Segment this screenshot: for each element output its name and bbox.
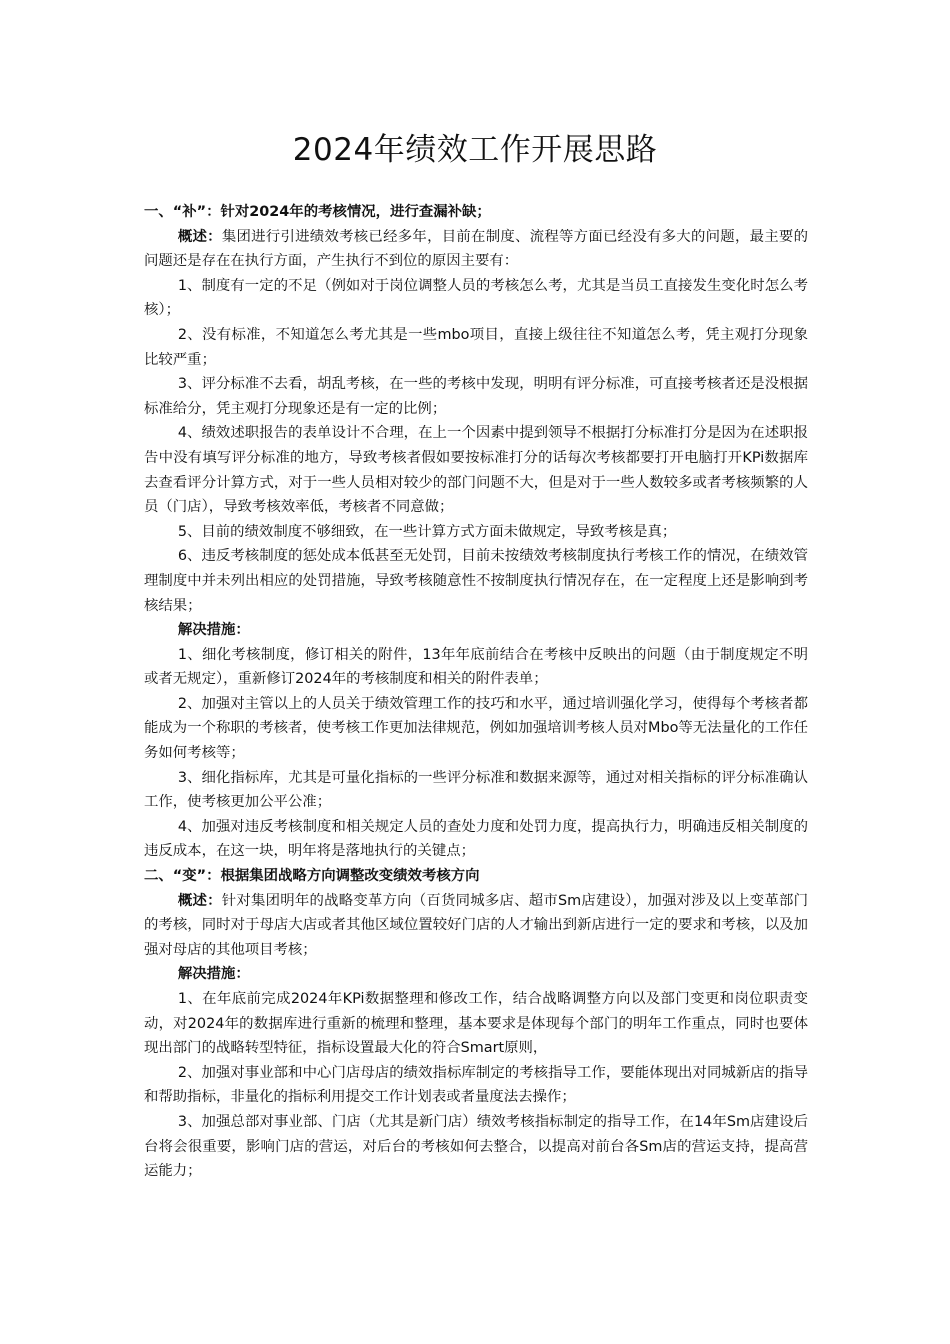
section-2-heading: 二、“变”：根据集团战略方向调整改变绩效考核方向 xyxy=(144,868,480,885)
measure-item: 1、细化考核制度，修订相关的附件，13年年底前结合在考核中反映出的问题（由于制度规定不明或者无规定），重新修订2024年的考核制度和相关的附件表单； xyxy=(144,646,808,688)
cause-item: 1、制度有一定的不足（例如对于岗位调整人员的考核怎么考，尤其是当员工直接发生变化时怎么考核）； xyxy=(144,277,808,319)
section-1-heading: 一、“补”：针对2024年的考核情况，进行查漏补缺； xyxy=(144,204,491,220)
section-1-measures-label: 解决措施： xyxy=(177,622,250,639)
measure-item: 4、加强对违反考核制度和相关规定人员的查处力度和处罚力度，提高执行力，明确违反相关制度的违反成本，在这一块，明年将是落地执行的关键点； xyxy=(144,818,808,860)
measure-item: 3、加强总部对事业部、门店（尤其是新门店）绩效考核指标制定的指导工作，在14年Sm店建设后台将会很重要，影响门店的营运，对后台的考核如何去整合，以提高对前台各Sm店的营运支持，提高营运能力； xyxy=(144,1113,808,1180)
cause-item: 5、目前的绩效制度不够细致，在一些计算方式方面未做规定，导致考核是真； xyxy=(177,523,677,540)
page-title: 2024年绩效工作开展思路 xyxy=(292,132,658,168)
measure-item: 3、细化指标库，尤其是可量化指标的一些评分标准和数据来源等，通过对相关指标的评分标准确认工作，使考核更加公平公准； xyxy=(144,769,808,811)
cause-item: 2、没有标准，不知道怎么考尤其是一些mbo项目，直接上级往往不知道怎么考，凭主观打分现象比较严重； xyxy=(144,326,808,368)
cause-item: 3、评分标准不去看，胡乱考核，在一些的考核中发现，明明有评分标准，可直接考核者还是没根据标准给分，凭主观打分现象还是有一定的比例； xyxy=(144,376,808,417)
section-2-overview-text: 针对集团明年的战略变革方向（百货同城多店、超市Sm店建设），加强对涉及以上变革部门的考核，同时对于母店大店或者其他区域位置较好门店的人才输出到新店进行一定的要求和考核，以及加强对母店的其他项目考核； xyxy=(144,892,808,958)
measure-item: 2、加强对主管以上的人员关于绩效管理工作的技巧和水平，通过培训强化学习，使得每个考核者都能成为一个称职的考核者，使考核工作更加法律规范，例如加强培训考核人员对Mbo等无法量化的工作任务如何考核等； xyxy=(144,695,808,762)
measure-item: 2、加强对事业部和中心门店母店的绩效指标库制定的考核指导工作，要能体现出对同城新店的指导和帮助指标，非量化的指标利用提交工作计划表或者量度法去操作； xyxy=(144,1064,808,1106)
section-2-measures-label: 解决措施： xyxy=(177,966,250,983)
section-2-overview-label: 概述： xyxy=(177,892,222,909)
section-1-overview-label: 概述： xyxy=(177,228,222,245)
cause-item: 6、违反考核制度的惩处成本低甚至无处罚，目前未按绩效考核制度执行考核工作的情况，在绩效管理制度中并未列出相应的处罚措施，导致考核随意性不按制度执行情况存在，在一定程度上还是影响到考核结果； xyxy=(144,548,808,614)
cause-item: 4、绩效述职报告的表单设计不合理，在上一个因素中提到领导不根据打分标准打分是因为在述职报告中没有填写评分标准的地方，导致考核者假如要按标准打分的话每次考核都要打开电脑打开KPi数据库去查看评分计算方式，对于一些人员相对较少的部门问题不大，但是对于一些人数较多或者考核频繁的人员（门店），导致考核效率低，考核者不同意做； xyxy=(144,425,808,516)
section-1-overview xyxy=(144,225,808,274)
section-2-overview xyxy=(144,889,808,963)
section-1-overview-text: 集团进行引进绩效考核已经多年，目前在制度、流程等方面已经没有多大的问题，最主要的问题还是存在在执行方面，产生执行不到位的原因主要有： xyxy=(144,228,808,270)
document-body xyxy=(144,200,808,1184)
measure-item: 1、在年底前完成2024年KPi数据整理和修改工作，结合战略调整方向以及部门变更和岗位职责变动，对2024年的数据库进行重新的梳理和整理，基本要求是体现每个部门的明年工作重点，同时也要体现出部门的战略转型特征，指标设置最大化的符合Smart原则， xyxy=(144,991,808,1057)
